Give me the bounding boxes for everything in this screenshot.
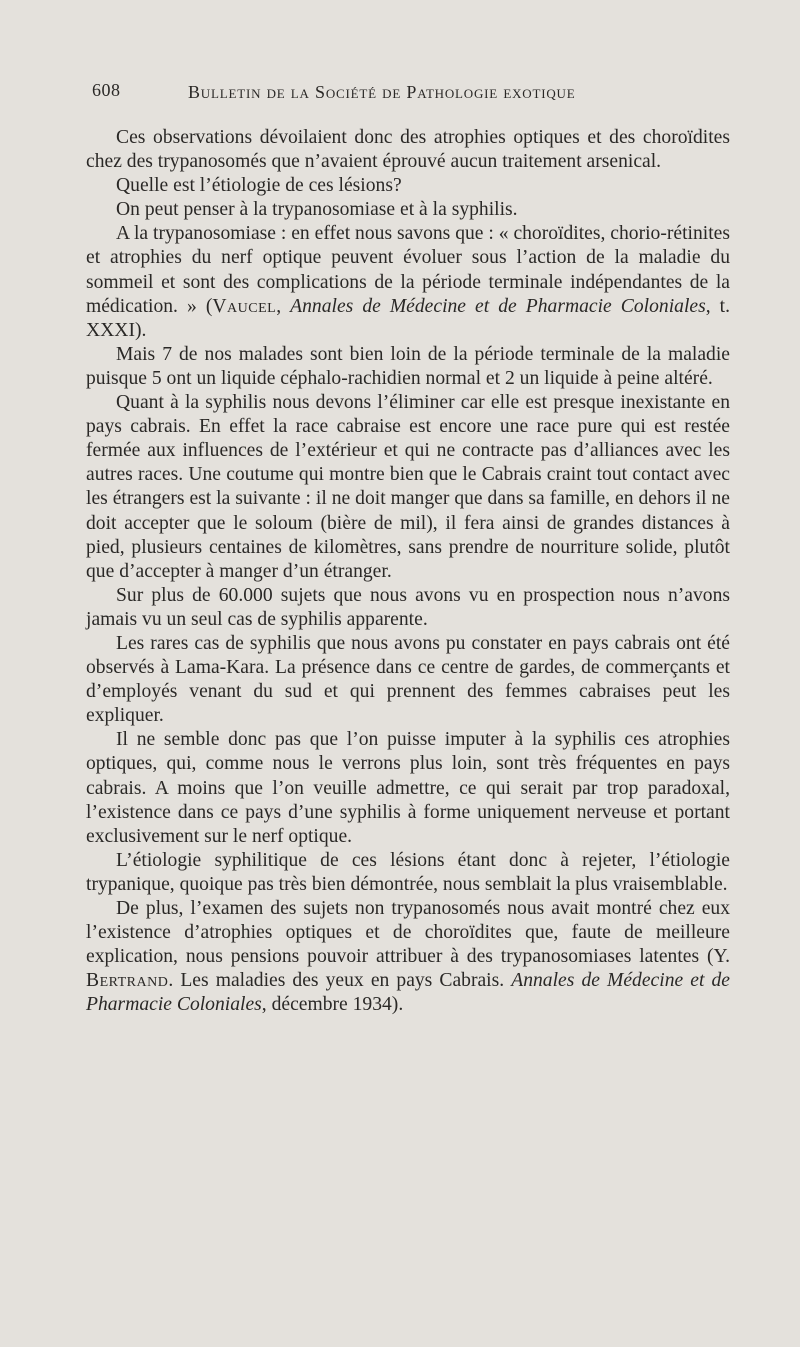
citation-journal: Annales de Médecine et de Pharmacie Coloniales (290, 295, 706, 317)
journal-title: Bulletin de la Société de Pathologie exotique (188, 82, 576, 102)
paragraph: Quant à la syphilis nous devons l’éliminer car elle est presque inexistante en pays cabrais. En effet la race cabraise est encore une race pure qui est restée fermée aux influences de l’extérieur et qui ne contracte pas d’alliances avec les autres races. Une coutume qui montre bien que le Cabrais craint tout contact avec les étrangers est la suivante : il ne doit manger que dans sa famille, en dehors il ne doit accepter que le soloum (bière de mil), il fera ainsi de grandes distances à pied, plusieurs centaines de kilomètres, sans prendre de nourriture solide, plutôt que d’accepter à manger d’un étranger. (86, 392, 730, 582)
citation-journal: Annales de Médecine et de Pharmacie Coloniales (86, 970, 730, 1016)
citation-author: Vaucel (212, 295, 277, 317)
paragraph (86, 897, 730, 1017)
citation-end: , décembre 1934). (261, 994, 404, 1016)
paragraph: Il ne semble donc pas que l’on puisse imputer à la syphilis ces atrophies optiques, qui, comme nous le verrons plus loin, sont très fréquentes en pays cabrais. A moins que l’on veuille admettre, ce qui serait par trop paradoxal, l’existence dans ce pays d’une syphilis à forme uniquement nerveuse et portant exclusivement sur le nerf optique. (86, 729, 730, 847)
paragraph (86, 222, 730, 342)
citation-end: , t. XXXI). (86, 295, 731, 341)
citation-author: Bertrand (86, 970, 169, 992)
paragraph: Sur plus de 60.000 sujets que nous avons vu en prospection nous n’avons jamais vu un seul cas de syphilis apparente. (86, 584, 730, 630)
body-text (86, 126, 730, 1017)
running-head (92, 80, 732, 110)
page-number: 608 (92, 80, 121, 100)
citation-title: . Les maladies des yeux en pays Cabrais. (168, 970, 512, 992)
paragraph: Ces observations dévoilaient donc des atrophies optiques et des choroïdites chez des trypanosomés que n’avaient éprouvé aucun traitement arsenical. (86, 127, 730, 173)
paragraph: On peut penser à la trypanosomiase et à la syphilis. (116, 199, 518, 221)
citation-separator: , (276, 295, 291, 317)
paragraph-text: De plus, l’examen des sujets non trypanosomés nous avait montré chez eux l’existence d’atrophies optiques et de choroïdites que, faute de meilleure explication, nous pensions pouvoir attribuer à des trypanosomiases latentes (Y. (86, 898, 730, 968)
paragraph: Mais 7 de nos malades sont bien loin de la période terminale de la maladie puisque 5 ont un liquide céphalo-rachidien normal et 2 un liquide à peine altéré. (86, 343, 730, 389)
paragraph: Les rares cas de syphilis que nous avons pu constater en pays cabrais ont été observés à Lama-Kara. La présence dans ce centre de gardes, de commerçants et d’employés venant du sud et qui prennent des femmes cabraises peut les expliquer. (86, 632, 730, 727)
paragraph-text: A la trypanosomiase : en effet nous savons que : « choroïdites, chorio-rétinites et atrophies du nerf optique peuvent évoluer sous l’action de la maladie du sommeil et sont des complications de la période terminale indépendantes de la médication. » ( (86, 223, 730, 317)
paragraph: Quelle est l’étiologie de ces lésions? (116, 175, 402, 197)
paragraph: L’étiologie syphilitique de ces lésions étant donc à rejeter, l’étiologie trypanique, quoique pas très bien démontrée, nous semblait la plus vraisemblable. (86, 849, 730, 895)
